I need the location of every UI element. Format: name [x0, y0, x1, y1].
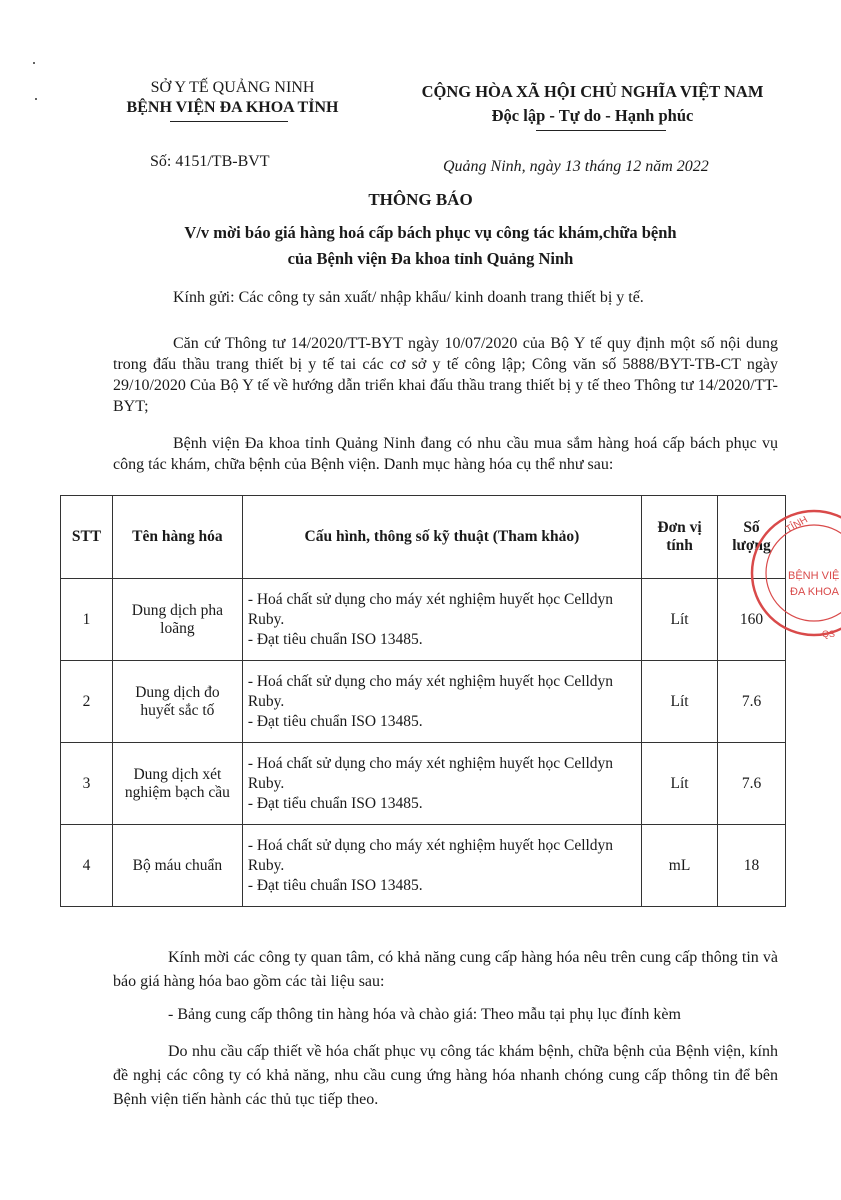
table-row	[61, 579, 786, 661]
table-row	[61, 743, 786, 825]
cell-spec	[242, 743, 641, 825]
issuer-hospital: BỆNH VIỆN ĐA KHOA TỈNH	[126, 99, 339, 116]
cell-qty: 160	[718, 579, 786, 661]
header-stt: STT	[61, 496, 113, 579]
spec-standard: - Đạt tiêu chuẩn ISO 13485.	[247, 630, 423, 648]
seal-text-mid2: ĐA KHOA	[790, 586, 839, 598]
issuer-underline	[170, 121, 288, 122]
required-document-item: - Bảng cung cấp thông tin hàng hóa và chào giá: Theo mẫu tại phụ lục đính kèm	[168, 1006, 681, 1023]
cell-qty: 7.6	[718, 661, 786, 743]
header-spec: Cấu hình, thông số kỹ thuật (Tham khảo)	[242, 496, 641, 579]
cell-spec	[242, 661, 641, 743]
spec-standard: - Đạt tiêu chuẩn ISO 13485.	[247, 712, 423, 730]
cell-qty: 18	[718, 825, 786, 907]
cell-qty: 7.6	[718, 743, 786, 825]
basis-text: Căn cứ Thông tư 14/2020/TT-BYT ngày 10/07/2020 của Bộ Y tế quy định một số nội dung trong đấu thầu trang thiết bị y tế tai các cơ sở y tế công lập; Công văn số 5888/BYT-TB-CT ngày 29/10/2020 Của Bộ Y tế về hướng dẫn triển khai đấu thầu trang thiết bị y tế theo Thông tư 14/2020/TT-BYT;	[113, 335, 778, 415]
issuer-department: SỞ Y TẾ QUẢNG NINH	[150, 79, 315, 96]
table-row	[61, 661, 786, 743]
cell-unit: Lít	[642, 661, 718, 743]
cell-unit: Lít	[642, 579, 718, 661]
seal-text-top: TỈNH	[784, 514, 810, 536]
cell-spec	[242, 579, 641, 661]
need-text: Bệnh viện Đa khoa tỉnh Quảng Ninh đang có nhu cầu mua sắm hàng hoá cấp bách phục vụ công tác khám, chữa bệnh của Bệnh viện. Danh mục hàng hóa cụ thể như sau:	[113, 435, 778, 473]
header-qty: Số lượng	[718, 496, 786, 579]
cell-stt: 3	[61, 743, 113, 825]
document-subject	[60, 220, 801, 272]
request-paragraph	[113, 1040, 778, 1112]
spec-usage: - Hoá chất sử dụng cho máy xét nghiệm huyết học Celldyn Ruby.	[247, 590, 614, 628]
seal-text-mid1: BỆNH VIỆ	[788, 570, 840, 582]
seal-text-bottom: QS	[822, 629, 836, 639]
spec-standard: - Đạt tiểu chuẩn ISO 13485.	[247, 794, 423, 812]
cell-stt: 4	[61, 825, 113, 907]
margin-mark	[33, 62, 35, 64]
motto-underline	[536, 130, 666, 131]
national-heading	[395, 80, 790, 128]
cell-unit: Lít	[642, 743, 718, 825]
invite-text: Kính mời các công ty quan tâm, có khả năng cung cấp hàng hóa nêu trên cung cấp thông tin và báo giá hàng hóa bao gồm các tài liệu sau:	[113, 949, 778, 990]
subject-line-2: của Bệnh viện Đa khoa tỉnh Quảng Ninh	[287, 249, 574, 268]
document-title: THÔNG BÁO	[368, 190, 473, 209]
invite-paragraph	[113, 946, 778, 994]
cell-name: Dung dịch pha loãng	[112, 579, 242, 661]
table-header-row	[61, 496, 786, 579]
cell-name: Dung dịch đo huyết sắc tố	[112, 661, 242, 743]
cell-unit: mL	[642, 825, 718, 907]
header-unit: Đơn vị tính	[642, 496, 718, 579]
issuer-block	[95, 78, 370, 118]
cell-stt: 2	[61, 661, 113, 743]
spec-usage: - Hoá chất sử dụng cho máy xét nghiệm huyết học Celldyn Ruby.	[247, 754, 614, 792]
request-text: Do nhu cầu cấp thiết về hóa chất phục vụ công tác khám bệnh, chữa bệnh của Bệnh viện, kính đề nghị các công ty có khả năng, nhu cầu cung ứng hàng hóa nhanh chóng cung cấp thông tin để bên Bệnh viện tiến hành các thủ tục tiếp theo.	[113, 1043, 778, 1108]
cell-spec	[242, 825, 641, 907]
nation-motto: Độc lập - Tự do - Hạnh phúc	[491, 106, 694, 125]
spec-usage: - Hoá chất sử dụng cho máy xét nghiệm huyết học Celldyn Ruby.	[247, 672, 614, 710]
margin-mark	[35, 98, 37, 100]
spec-usage: - Hoá chất sử dụng cho máy xét nghiệm huyết học Celldyn Ruby.	[247, 836, 614, 874]
recipient-line: Kính gửi: Các công ty sản xuất/ nhập khẩu/ kinh doanh trang thiết bị y tế.	[173, 289, 644, 306]
cell-name: Dung dịch xét nghiệm bạch cầu	[112, 743, 242, 825]
basis-paragraph	[113, 333, 778, 417]
document-number: Số: 4151/TB-BVT	[150, 153, 270, 170]
required-documents	[113, 1003, 778, 1027]
header-name: Tên hàng hóa	[112, 496, 242, 579]
need-paragraph	[113, 433, 778, 475]
subject-line-1: V/v mời báo giá hàng hoá cấp bách phục vụ công tác khám,chữa bệnh	[184, 223, 677, 242]
cell-name: Bộ máu chuẩn	[112, 825, 242, 907]
document-date: Quảng Ninh, ngày 13 tháng 12 năm 2022	[443, 158, 709, 175]
nation-name: CỘNG HÒA XÃ HỘI CHỦ NGHĨA VIỆT NAM	[421, 82, 764, 101]
hospital-seal-stamp	[742, 495, 841, 645]
spec-standard: - Đạt tiêu chuẩn ISO 13485.	[247, 876, 423, 894]
table-row	[61, 825, 786, 907]
cell-stt: 1	[61, 579, 113, 661]
goods-table	[60, 495, 786, 907]
